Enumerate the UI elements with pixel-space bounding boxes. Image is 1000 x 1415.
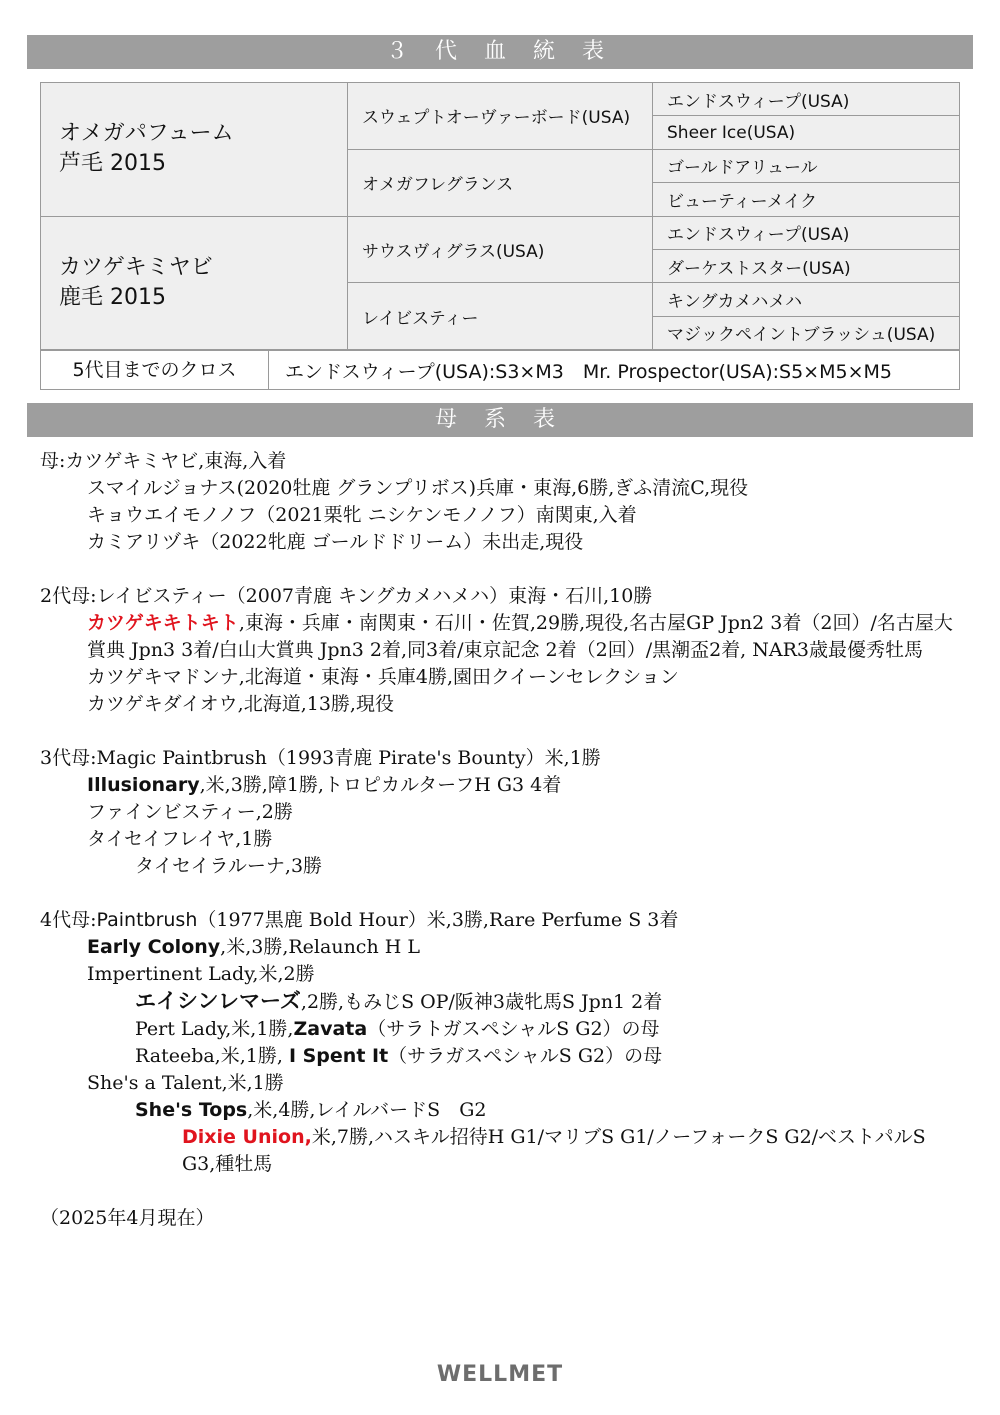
- cross-label: 5代目までのクロス: [41, 351, 269, 389]
- dam-dam-dam: マジックペイントブラッシュ(USA): [653, 316, 960, 349]
- family-line: 3代母:Magic Paintbrush（1993青鹿 Pirate's Bounty）米,1勝: [40, 747, 601, 769]
- family-section-header: 母 系 表: [27, 403, 973, 437]
- bold-horse-name: Zavata: [293, 1018, 368, 1040]
- dam-dam-sire: キングカメハメハ: [653, 283, 960, 316]
- horse-record: ,東海・兵庫・南関東・石川・佐賀,29勝,現役,名古屋GP Jpn2 3着（2回）/名古屋大賞典 Jpn3 3着/白山大賞典 Jpn3 2着,同3着/東京記念 2着（2回）/黒潮盃2着, NAR3歳最優秀牡馬: [87, 612, 953, 661]
- family-line: 母:カツゲキミヤビ,東海,入着: [40, 450, 287, 472]
- dam-sire-sire: エンドスウィープ(USA): [653, 216, 960, 249]
- family-line: [40, 907, 970, 934]
- bold-horse-name: She's Tops: [135, 1099, 248, 1121]
- dam-dam: レイビスティー: [348, 283, 653, 350]
- sire-dam-sire: ゴールドアリュール: [653, 149, 960, 182]
- bold-horse-name: Early Colony: [87, 936, 221, 958]
- bold-horse-name: Illusionary: [87, 774, 200, 796]
- dam-info: 鹿毛 2015: [59, 284, 166, 310]
- dam-sire-dam: ダーケストスター(USA): [653, 249, 960, 282]
- dam-name: カツゲキミヤビ: [59, 254, 213, 280]
- pedigree-section-header: ３ 代 血 統 表: [27, 35, 973, 69]
- horse-record: 米,7勝,ハスキル招待H G1/マリブS G1/ノーフォークS G2/ベストパルS G3,種牡馬: [182, 1126, 926, 1175]
- family-line: キョウエイモノノフ（2021栗牝 ニシケンモノノフ）南関東,入着: [87, 504, 637, 526]
- sire-cell: [41, 83, 348, 217]
- family-line: [40, 1016, 970, 1043]
- highlighted-horse-name: Dixie Union,: [182, 1126, 312, 1148]
- family-line: スマイルジョナス(2020牡鹿 グランプリボス)兵庫・東海,6勝,ぎふ清流C,現役: [87, 477, 749, 499]
- horse-record: ,米,4勝,レイルバードS G2: [247, 1099, 487, 1121]
- dam-sire: サウスヴィグラス(USA): [348, 216, 653, 283]
- family-line: ファインビスティー,2勝: [87, 801, 293, 823]
- family-line: 2代母:レイビスティー（2007青鹿 キングカメハメハ）東海・石川,10勝: [40, 585, 653, 607]
- horse-record: （サラガスペシャルS G2）の母: [388, 1045, 663, 1067]
- cross-row: [40, 350, 960, 390]
- bold-horse-name: I Spent It: [288, 1045, 389, 1067]
- sire-dam-dam: ビューティーメイク: [653, 183, 960, 216]
- horse-record: （サラトガスペシャルS G2）の母: [367, 1018, 660, 1040]
- family-line: カツゲキダイオウ,北海道,13勝,現役: [87, 693, 394, 715]
- sire-sire: スウェプトオーヴァーボード(USA): [348, 83, 653, 150]
- highlighted-horse-name: カツゲキキトキト: [87, 612, 239, 634]
- dam-cell: [41, 216, 348, 350]
- sire-info: 芦毛 2015: [59, 151, 166, 177]
- family-line: Impertinent Lady,米,2勝: [87, 963, 315, 985]
- family-line: [40, 934, 970, 961]
- pedigree-table: [40, 82, 960, 350]
- horse-record: Rateeba,米,1勝,: [135, 1045, 289, 1067]
- cross-value: エンドスウィープ(USA):S3×M3 Mr. Prospector(USA):S5×M5×M5: [285, 360, 892, 383]
- family-line: [40, 772, 970, 799]
- family-line: カツゲキマドンナ,北海道・東海・兵庫4勝,園田クイーンセレクション: [87, 666, 679, 688]
- sire-name: オメガパフューム: [59, 121, 234, 147]
- horse-record: ,2勝,もみじS OP/阪神3歳牝馬S Jpn1 2着: [300, 991, 663, 1013]
- horse-name: Paintbrush: [96, 909, 198, 931]
- as-of-date: （2025年4月現在）: [40, 1207, 215, 1229]
- family-line: タイセイフレイヤ,1勝: [87, 828, 273, 850]
- family-line: [40, 1043, 970, 1070]
- sire-sire-sire: エンドスウィープ(USA): [653, 83, 960, 116]
- horse-record: ,米,3勝,障1勝,トロピカルターフH G3 4着: [199, 774, 562, 796]
- sire-sire-dam: Sheer Ice(USA): [653, 116, 960, 149]
- family-table: [40, 448, 970, 1232]
- wellmet-logo: WELLMET: [436, 1362, 564, 1387]
- family-line: カミアリヅキ（2022牝鹿 ゴールドドリーム）未出走,現役: [87, 531, 584, 553]
- horse-record: Pert Lady,米,1勝,: [135, 1018, 294, 1040]
- generation-label: 4代母:: [40, 909, 97, 931]
- family-line: She's a Talent,米,1勝: [87, 1072, 284, 1094]
- sire-dam: オメガフレグランス: [348, 149, 653, 216]
- family-line: タイセイラルーナ,3勝: [135, 855, 323, 877]
- horse-record: ,米,3勝,Relaunch H L: [220, 936, 420, 958]
- family-line: [40, 988, 970, 1016]
- family-line: [14, 1124, 970, 1178]
- bold-horse-name: エイシンレマーズ: [135, 989, 301, 1013]
- family-line: [40, 1097, 970, 1124]
- family-line: [14, 610, 970, 664]
- horse-record: （1977黒鹿 Bold Hour）米,3勝,Rare Perfume S 3着: [197, 909, 679, 931]
